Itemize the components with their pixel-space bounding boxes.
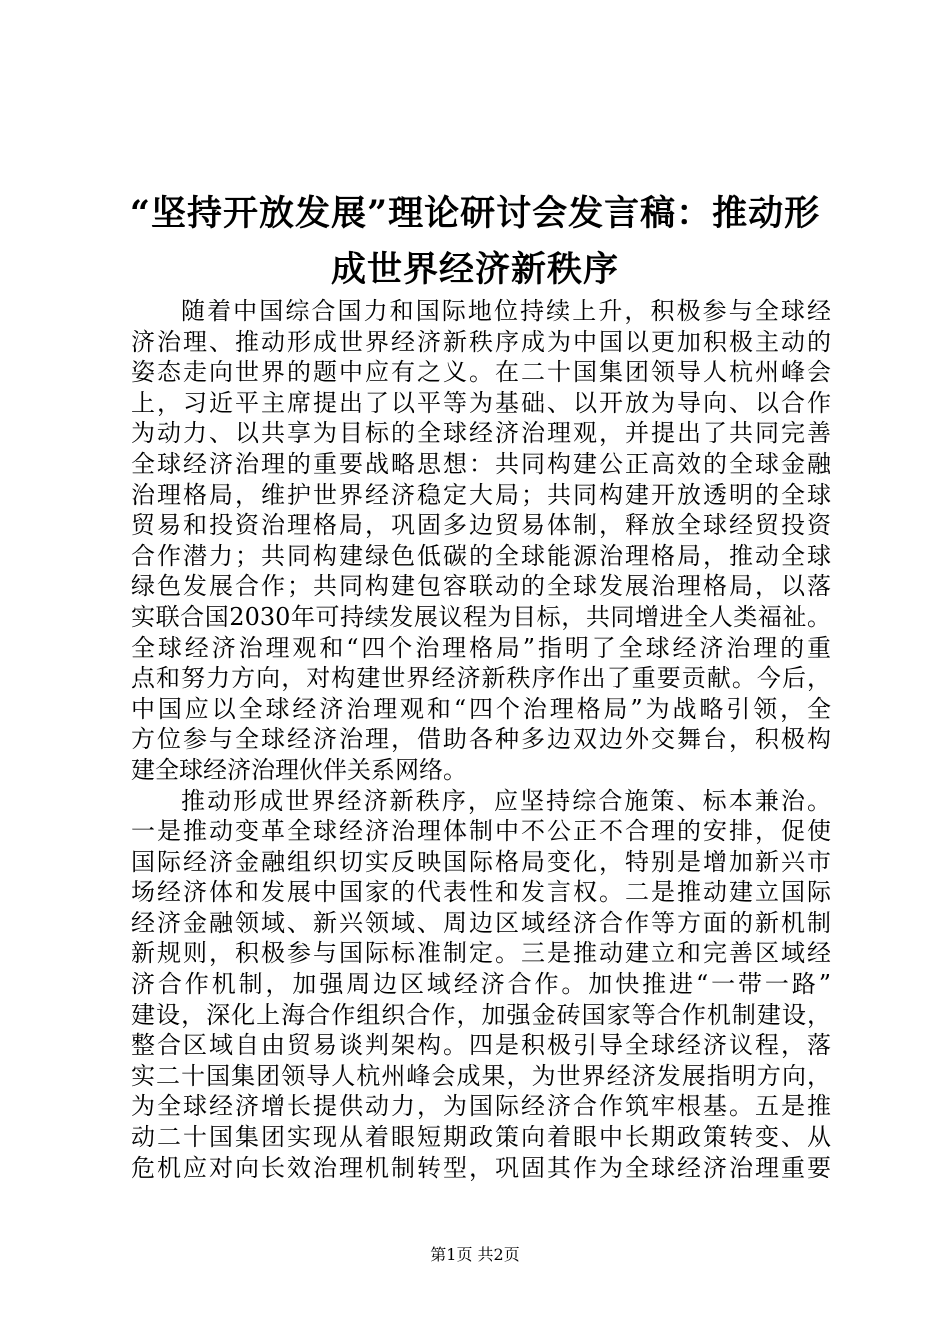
text-line: 动二十国集团实现从着眼短期政策向着眼中长期政策转变、从 [131, 1123, 831, 1152]
text-line: 整合区域自由贸易谈判架构。四是积极引导全球经济议程，落 [131, 1031, 831, 1060]
title-line-2: 成世界经济新秩序 [330, 249, 619, 290]
text-line: 新规则，积极参与国际标准制定。三是推动建立和完善区域经 [131, 939, 831, 968]
text-line: 点和努力方向，对构建世界经济新秩序作出了重要贡献。今后， [131, 664, 831, 693]
text-line: 济合作机制，加强周边区域经济合作。加快推进“一带一路” [131, 970, 831, 999]
title-line-1: “坚持开放发展”理论研讨会发言稿：推动形 [129, 193, 821, 234]
text-line: 建设，深化上海合作组织合作，加强金砖国家等合作机制建设， [131, 1000, 831, 1029]
text-line: 随着中国综合国力和国际地位持续上升，积极参与全球经 [181, 297, 831, 325]
text-line: 国际经济金融组织切实反映国际格局变化，特别是增加新兴市 [131, 847, 831, 876]
text-line: 方位参与全球经济治理，借助各种多边双边外交舞台，积极构 [131, 725, 831, 754]
text-line: 治理格局，维护世界经济稳定大局；共同构建开放透明的全球 [131, 480, 831, 509]
paragraph-2 [131, 786, 831, 1184]
document-body [131, 296, 831, 1183]
page-number-footer: 第1页 共2页 [430, 1245, 520, 1264]
text-line: 中国应以全球经济治理观和“四个治理格局”为战略引领，全 [131, 694, 831, 723]
text-line: 全球经济治理观和“四个治理格局”指明了全球经济治理的重 [131, 633, 831, 662]
text-line: 上，习近平主席提出了以平等为基础、以开放为导向、以合作 [131, 388, 831, 417]
text-line: 贸易和投资治理格局，巩固多边贸易体制，释放全球经贸投资 [131, 511, 831, 540]
paragraph-1 [131, 296, 831, 786]
text-line: 为全球经济增长提供动力，为国际经济合作筑牢根基。五是推 [131, 1092, 831, 1121]
text-line: 姿态走向世界的题中应有之义。在二十国集团领导人杭州峰会 [131, 358, 831, 387]
text-line: 全球经济治理的重要战略思想：共同构建公正高效的全球金融 [131, 449, 831, 478]
text-line: 合作潜力；共同构建绿色低碳的全球能源治理格局，推动全球 [131, 541, 831, 570]
text-line: 为动力、以共享为目标的全球经济治理观，并提出了共同完善 [131, 419, 831, 448]
text-line: 一是推动变革全球经济治理体制中不公正不合理的安排，促使 [131, 817, 831, 846]
text-line: 建全球经济治理伙伴关系网络。 [131, 755, 467, 784]
document-title [110, 186, 840, 298]
text-line: 危机应对向长效治理机制转型，巩固其作为全球经济治理重要 [131, 1153, 831, 1182]
text-line: 经济金融领域、新兴领域、周边区域经济合作等方面的新机制 [131, 908, 831, 937]
text-line: 绿色发展合作；共同构建包容联动的全球发展治理格局，以落 [131, 572, 831, 601]
text-line: 场经济体和发展中国家的代表性和发言权。二是推动建立国际 [131, 878, 831, 907]
text-line: 济治理、推动形成世界经济新秩序成为中国以更加积极主动的 [131, 327, 831, 356]
text-line: 实二十国集团领导人杭州峰会成果，为世界经济发展指明方向， [131, 1061, 831, 1090]
text-line: 推动形成世界经济新秩序，应坚持综合施策、标本兼治。 [181, 786, 831, 815]
text-line: 实联合国2030年可持续发展议程为目标，共同增进全人类福祉。 [131, 602, 831, 631]
